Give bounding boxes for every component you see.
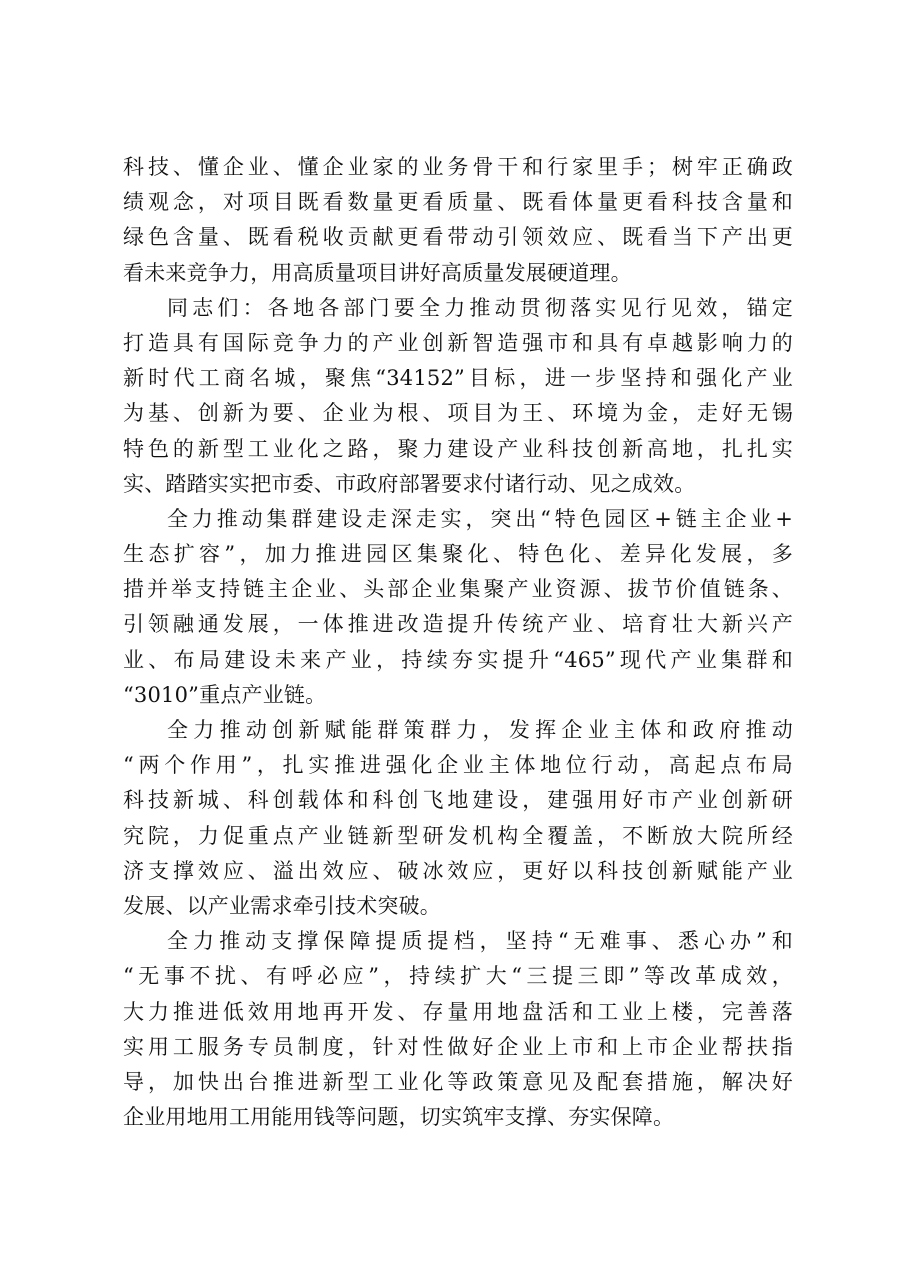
text-line: 科技、懂企业、懂企业家的业务骨干和行家里手；树牢正确政 (123, 155, 793, 179)
text-line: 全力推动集群建设走深走实，突出“特色园区+链主企业+ (167, 506, 793, 531)
text-line: 实、踏踏实实把市委、市政府部署要求付诸行动、见之成效。 (123, 471, 696, 496)
text-line: 为基、创新为要、企业为根、项目为王、环境为金，走好无锡 (123, 401, 793, 426)
text-line: 大力推进低效用地再开发、存量用地盘活和工业上楼，完善落 (123, 999, 793, 1024)
text-line: 全力推动支撑保障提质提档，坚持“无难事、悉心办”和 (167, 929, 793, 954)
text-line: 生态扩容”，加力推进园区集聚化、特色化、差异化发展，多 (123, 542, 793, 567)
text-line: “无事不扰、有呼必应”，持续扩大“三提三即”等改革成效， (123, 964, 793, 989)
text-line: 引领融通发展，一体推进改造提升传统产业、培育壮大新兴产 (123, 612, 793, 637)
text-line: 措并举支持链主企业、头部企业集聚产业资源、拔节价值链条、 (123, 577, 793, 602)
text-line: 济支撑效应、溢出效应、破冰效应，更好以科技创新赋能产业 (123, 858, 793, 883)
text-line: 特色的新型工业化之路，聚力建设产业科技创新高地，扎扎实 (123, 436, 793, 461)
text-line: “两个作用”，扎实推进强化企业主体地位行动，高起点布局 (123, 753, 793, 778)
text-line: 同志们：各地各部门要全力推动贯彻落实见行见效，锚定 (167, 295, 793, 320)
body-text (123, 150, 793, 1135)
text-line: “3010”重点产业链。 (123, 682, 327, 707)
text-line: 发展、以产业需求牵引技术突破。 (123, 893, 441, 918)
text-line: 实用工服务专员制度，针对性做好企业上市和上市企业帮扶指 (123, 1034, 793, 1059)
text-line: 全力推动创新赋能群策群力，发挥企业主体和政府推动 (167, 718, 793, 742)
text-line: 绩观念，对项目既看数量更看质量、既看体量更看科技含量和 (123, 190, 793, 215)
text-line: 导，加快出台推进新型工业化等政策意见及配套措施，解决好 (123, 1069, 793, 1094)
text-line: 企业用地用工用能用钱等问题，切实筑牢支撑、夯实保障。 (123, 1105, 675, 1130)
text-line: 业、布局建设未来产业，持续夯实提升“465”现代产业集群和 (123, 647, 793, 672)
text-line: 科技新城、科创载体和科创飞地建设，建强用好市产业创新研 (123, 788, 793, 813)
text-line: 究院，力促重点产业链新型研发机构全覆盖，不断放大院所经 (123, 823, 793, 848)
text-line: 绿色含量、既看税收贡献更看带动引领效应、既看当下产出更 (123, 225, 793, 250)
text-line: 看未来竞争力，用高质量项目讲好高质量发展硬道理。 (123, 260, 632, 285)
text-line: 新时代工商名城，聚焦“34152”目标，进一步坚持和强化产业 (123, 366, 793, 391)
text-line: 打造具有国际竞争力的产业创新智造强市和具有卓越影响力的 (123, 330, 793, 355)
